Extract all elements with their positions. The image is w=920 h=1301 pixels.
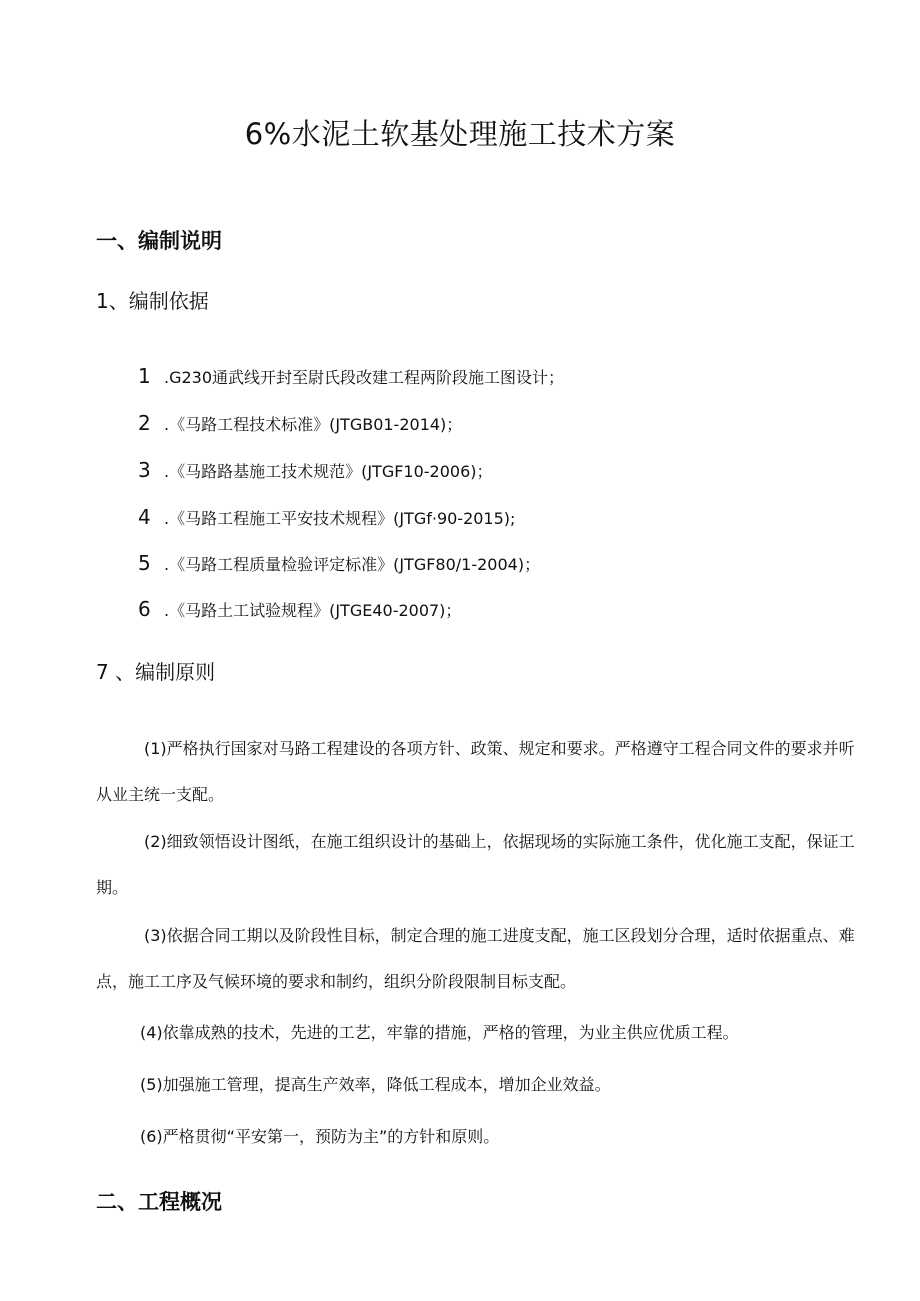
reference-number: 5: [138, 551, 151, 575]
reference-text: .《马路工程质量检验评定标准》(JTGF80/1-2004)；: [164, 555, 541, 574]
reference-text: .G230通武线开封至尉氏段改建工程两阶段施工图设计；: [164, 368, 565, 387]
reference-item: [138, 411, 462, 435]
reference-text: .《马路工程施工平安技术规程》(JTGf·90-2015);: [164, 509, 516, 528]
principle-line: (5)加强施工管理，提高生产效率，降低工程成本，增加企业效益。: [140, 1075, 611, 1094]
subheading-basis: 1、编制依据: [96, 289, 209, 313]
principle-paragraph: (3)依据合同工期以及阶段性目标，制定合理的施工进度支配，施工区段划分合理，适时依据重点、难点，施工工序及气候环境的要求和制约，组织分阶段限制目标支配。: [96, 926, 855, 991]
reference-item: [138, 597, 461, 621]
section-heading-compilation: 一、编制说明: [96, 229, 222, 253]
reference-text: .《马路工程技术标准》(JTGB01-2014)；: [164, 415, 463, 434]
reference-item: [138, 551, 540, 575]
principle-paragraph: (2)细致领悟设计图纸，在施工组织设计的基础上，依据现场的实际施工条件，优化施工支配，保证工期。: [96, 832, 855, 897]
document-title: 6%水泥土软基处理施工技术方案: [244, 117, 676, 151]
reference-item: [138, 364, 564, 388]
principle-line: (6)严格贯彻“平安第一，预防为主”的方针和原则。: [140, 1127, 500, 1146]
section-heading-overview: 二、工程概况: [96, 1190, 222, 1214]
reference-number: 3: [138, 458, 151, 482]
reference-item: [138, 505, 515, 529]
reference-number: 1: [138, 364, 151, 388]
subheading-principles: 7 、编制原则: [96, 660, 216, 684]
reference-text: .《马路路基施工技术规范》(JTGF10-2006)；: [164, 462, 493, 481]
principle-paragraph: (1)严格执行国家对马路工程建设的各项方针、政策、规定和要求。严格遵守工程合同文件的要求并听从业主统一支配。: [96, 739, 855, 804]
principle-line: (4)依靠成熟的技术，先进的工艺，牢靠的措施，严格的管理，为业主供应优质工程。: [140, 1023, 739, 1042]
reference-number: 2: [138, 411, 151, 435]
reference-item: [138, 458, 493, 482]
reference-text: .《马路土工试验规程》(JTGE40-2007)；: [164, 601, 462, 620]
reference-number: 6: [138, 597, 151, 621]
reference-number: 4: [138, 505, 151, 529]
